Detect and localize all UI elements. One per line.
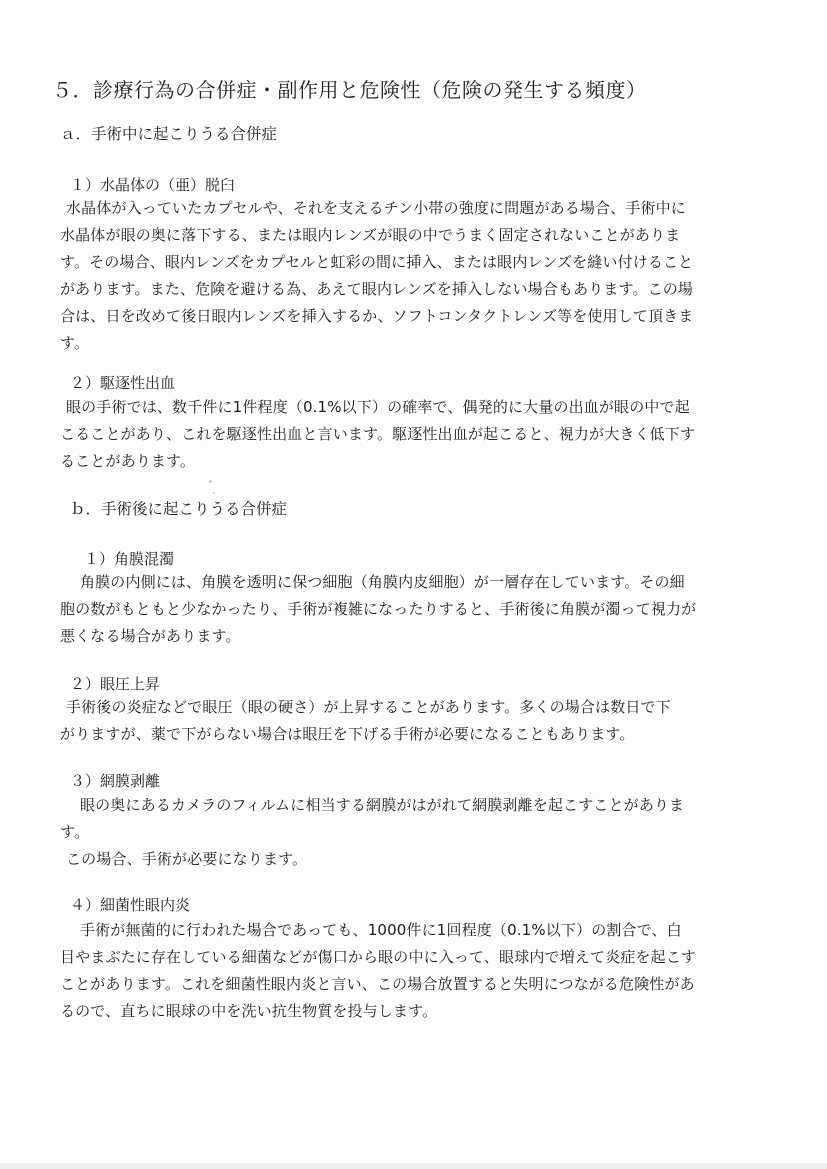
text-line: 手術後の炎症などで眼圧（眼の硬さ）が上昇することがあります。多くの場合は数日で下 [66,698,671,716]
text-line: 悪くなる場合があります。 [60,627,241,645]
text-line: 合は、日を改めて後日眼内レンズを挿入するか、ソフトコンタクトレンズ等を使用して頂きま [60,307,694,325]
item-b1-body [60,569,696,650]
section-a-heading: ａ．手術中に起こりうる合併症 [60,125,278,143]
text-line: 水晶体が眼の奥に落下する、または眼内レンズが眼の中でうまく固定されないことがありま [60,226,681,244]
text-line: この場合、手術が必要になります。 [66,850,308,868]
text-line: 手術が無菌的に行われた場合であっても、1000件に1回程度（0.1%以下）の割合で、白 [80,921,682,939]
text-line: こることがあり、これを駆逐性出血と言います。駆逐性出血が起こると、視力が大きく低下す [60,425,696,443]
item-b2-heading: ２）眼圧上昇 [70,675,161,693]
text-line: 角膜の内側には、角膜を透明に保つ細胞（角膜内皮細胞）が一層存在しています。その細 [80,573,685,591]
text-line: す。 [60,823,90,841]
item-b1-heading: １）角膜混濁 [84,550,175,568]
item-a2-body [60,394,695,475]
text-line: 目やまぶたに存在している細菌などが傷口から眼の中に入って、眼球内で増えて炎症を起こす [60,948,697,966]
item-b3-body [60,792,684,873]
text-line: ることがあります。 [60,452,196,470]
text-line: がりますが、薬で下がらない場合は眼圧を下げる手術が必要になることもあります。 [60,725,635,743]
section-b-heading: ｂ．手術後に起こりうる合併症 [70,500,288,518]
item-a1-heading: １）水晶体の（亜）脱臼 [70,176,236,194]
scan-speck [213,492,215,494]
item-b3-heading: ３）網膜剥離 [70,772,161,790]
text-line: ことがあります。これを細菌性眼内炎と言い、この場合放置すると失明につながる危険性があ [60,975,695,993]
item-b4-heading: ４）細菌性眼内炎 [70,896,191,914]
item-b2-body [60,694,671,748]
text-line: す。 [60,334,90,352]
text-line: 水晶体が入っていたカプセルや、それを支えるチン小帯の強度に問題がある場合、手術中に [66,199,686,217]
item-a1-body [60,195,693,357]
text-line: 眼の奥にあるカメラのフィルムに相当する網膜がはがれて網膜剥離を起こすことがありま [80,796,685,814]
text-line: 胞の数がもともと少なかったり、手術が複雑になったりすると、手術後に角膜が濁って視力が [60,600,697,618]
scan-speck [209,480,212,483]
item-a2-heading: ２）駆逐性出血 [70,374,176,392]
document-title: ５．診療行為の合併症・副作用と危険性（危険の発生する頻度） [52,78,647,102]
text-line: 眼の手術では、数千件に1件程度（0.1%以下）の確率で、偶発的に大量の出血が眼の中で起 [66,398,690,416]
item-b4-body [60,917,696,1025]
text-line: があります。また、危険を避ける為、あえて眼内レンズを挿入しない場合もあります。この場 [60,280,694,298]
scan-bottom-edge [0,1163,827,1169]
text-line: るので、直ちに眼球の中を洗い抗生物質を投与します。 [60,1002,438,1020]
text-line: す。その場合、眼内レンズをカプセルと虹彩の間に挿入、または眼内レンズを縫い付けること [60,253,694,271]
